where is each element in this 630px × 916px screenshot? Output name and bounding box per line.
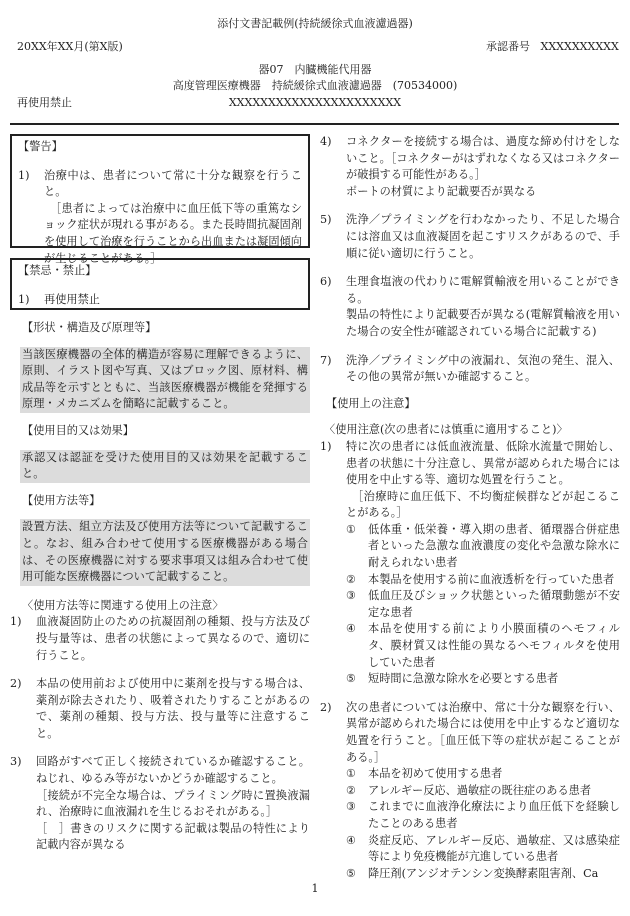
right-column <box>320 134 620 882</box>
sub-item: ② アレルギー反応、過敏症の既往症のある患者 <box>346 783 592 797</box>
shape-heading: 【形状・構造及び原理等】 <box>22 321 157 334</box>
sub-item: ⑤ 降圧剤(アンジオテンシン変換酵素阻害剤、Ca <box>346 866 599 880</box>
usage-item: 7) 洗浄／プライミング中の液漏れ、気泡の発生、混入、その他の異常が無いか確認すること。 <box>320 353 620 384</box>
classification: 高度管理医療機器 持続緩徐式血液濾過器 (70534000) <box>172 79 458 92</box>
purpose-heading: 【使用目的又は効果】 <box>22 423 134 437</box>
reuse-notice: 再使用禁止 <box>17 96 72 109</box>
sub-item: ④ 炎症反応、アレルギー反応、過敏症、又は感染症等により免疫機能が亢進している患者 <box>346 833 620 864</box>
left-column <box>10 134 310 854</box>
usage-item: 5) 洗浄／プライミングを行わなかったり、不足した場合には溶血又は血液凝固を起こすリスクがあるので、手順に従い適切に行うこと。 <box>320 213 620 260</box>
sub-item: ① 本品を初めて使用する患者 <box>346 767 503 781</box>
usage-precautions-subheading: 〈使用方法等に関連する使用上の注意〉 <box>22 598 224 612</box>
date-edition: 20XX年XX月(第X版) <box>17 40 123 53</box>
sub-item: ④ 本品を使用する前により小膜面積のヘモフィルタ、膜材質又は性能の異なるヘモフィルタを使用していた患者 <box>346 622 620 669</box>
usage-item: 3) 回路がすべて正しく接続されているか確認すること。ねじれ、ゆるみ等がないかどうか確認すること。 ［接続が不完全な場合は、プライミング時に置換液漏れ、治療時に血液漏れを生じるおそれがある。］ ［ ］書きのリスクに関する記載は製品の特性により記載内容が異なる <box>10 755 310 852</box>
warning-title: 【警告】 <box>18 140 63 153</box>
precaution-item: 1) 特に次の患者には低血液流量、低除水流量で開始し、患者の状態に十分注意し、異常が認められた場合には使用を中止する等、適切な処置を行うこと。 ［治療時に血圧低下、不均衡症候群などが起こることがある。］ ① 低体重・低栄養・導入期の患者、循環器合併症患者といった急激な血液濃度の変化や急激な除水に耐えられない患者 ② 本製品を使用する前に血液透析を行っていた患者 ③ 低血圧及びショック状態といった循環動態が不安定な患者 ④ 本品を使用する前により小膜面積のヘモフィルタ、膜材質又は性能の異なるヘモフィルタを使用していた患者 ⑤ 短時間に急激な除水を必要とする患者 <box>320 439 620 688</box>
sub-item: ⑤ 短時間に急激な除水を必要とする患者 <box>346 672 559 686</box>
precautions-heading: 【使用上の注意】 <box>326 396 416 410</box>
usage-item: 1) 血液凝固防止のための抗凝固剤の種類、投与方法及び投与量等は、患者の状態によって異なるので、適切に行うこと。 <box>10 615 310 662</box>
approval-label: 承認番号 <box>486 40 530 53</box>
page-number: 1 <box>311 882 319 895</box>
header-divider <box>10 123 619 125</box>
sub-item: ① 低体重・低栄養・導入期の患者、循環器合併症患者といった急激な血液濃度の変化や急激な除水に耐えられない患者 <box>346 522 620 570</box>
sub-item: ② 本製品を使用する前に血液透析を行っていた患者 <box>346 572 615 586</box>
usage-item: 2) 本品の使用前および使用中に薬剤を投与する場合は、薬剤が除去されたり、吸着されたりすることがあるので、薬剤の種類、投与方法、投与量等に注意すること。 <box>10 677 310 740</box>
usage-heading: 【使用方法等】 <box>22 493 101 507</box>
precaution-item: 2) 次の患者については治療中、常に十分な観察を行い、異常が認められた場合には使用を中止するなど適切な処置を行うこと。［血圧低下等の症状が起こることがある。］ ① 本品を初めて使用する患者 ② アレルギー反応、過敏症の既往症のある患者 ③ これまでに血液浄化療法により血圧低下を経験したことのある患者 ④ 炎症反応、アレルギー反応、過敏症、又は感染症等により免疫機能が亢進している患者 ⑤ 降圧剤(アンジオテンシン変換酵素阻害剤、Ca <box>320 700 620 883</box>
contraindication-title: 【禁忌・禁止】 <box>18 264 97 277</box>
product-name: XXXXXXXXXXXXXXXXXXXXXX <box>228 96 402 109</box>
contraindication-item: 1) 再使用禁止 <box>18 292 100 306</box>
sub-item: ③ 低血圧及びショック状態といった循環動態が不安定な患者 <box>346 589 620 619</box>
purpose-text: 承認又は認証を受けた使用目的又は効果を記載すること。 <box>20 450 310 483</box>
approval-number <box>486 40 619 54</box>
approval-value: XXXXXXXXXX <box>540 40 619 53</box>
precautions-subheading: 〈使用注意(次の患者には慎重に適用すること)〉 <box>324 423 568 437</box>
usage-text: 設置方法、組立方法及び使用方法等について記載すること。なお、組み合わせて使用する医療機器がある場合は、その医療機器に対する要求事項又は組み合わせて使用可能な医療機器について記載すること。 <box>20 519 310 585</box>
warning-item: 1) 治療中は、患者について常に十分な観察を行うこと。 ［患者によっては治療中に血圧低下等の重篤なショック症状が現れる事がある。また長時間抗凝固剤を使用して治療を行うことから出血または凝固傾向が生じることがある。］ <box>18 168 302 265</box>
usage-item: 4) コネクターを接続する場合は、過度な締め付けをしないこと。［コネクターがはずれなくなる又はコネクターが破損する可能性がある。］ ポートの材質により記載要否が異なる <box>320 135 620 198</box>
document-title: 添付文書記載例(持続緩徐式血液濾過器) <box>217 17 413 30</box>
usage-item: 6) 生理食塩液の代わりに電解質輸液を用いることができる。 製品の特性により記載要否が異なる(電解質輸液を用いた場合の安全性が確認されている場合に記載する) <box>320 275 620 338</box>
warning-box <box>10 134 310 265</box>
shape-text: 当該医療機器の全体的構造が容易に理解できるように、原則、イラスト図や写真、又はブロック図、原材料、構成品等を示すとともに、当該医療機器が機能を発揮する原理・メカニズムを簡略に記載すること。 <box>20 347 310 413</box>
sub-item: ③ これまでに血液浄化療法により血圧低下を経験したことのある患者 <box>346 800 620 830</box>
category: 器07 内臓機能代用器 <box>258 63 372 76</box>
